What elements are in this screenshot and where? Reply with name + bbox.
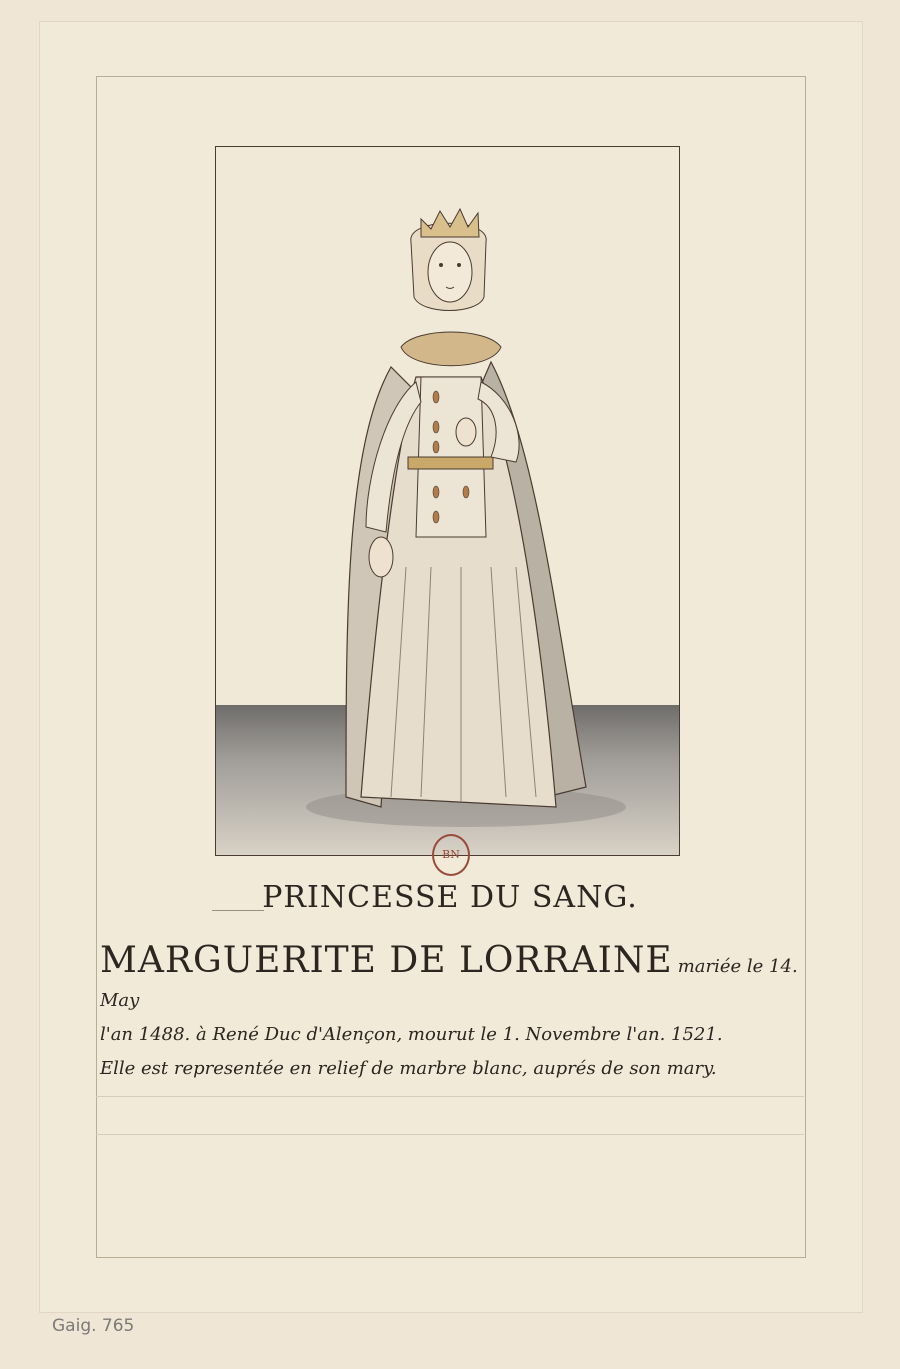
caption [100, 940, 800, 1086]
guide-line [96, 1096, 804, 1097]
guide-line [96, 1134, 804, 1135]
text-line-3: Elle est representée en relief de marbre blanc, auprés de son mary. [100, 1058, 717, 1079]
text-line-2: l'an 1488. à René Duc d'Alençon, mourut le 1. Novembre l'an. 1521. [100, 1024, 723, 1045]
subject-name: MARGUERITE DE LORRAINE [100, 940, 673, 981]
illustration-frame [215, 146, 680, 856]
heading: PRINCESSE DU SANG. [262, 880, 638, 915]
inventory-mark: Gaig. 765 [52, 1316, 135, 1336]
princess-figure [216, 147, 679, 855]
library-stamp: BN [432, 834, 470, 876]
text-line-1: mariée le 14. May [100, 956, 798, 1011]
